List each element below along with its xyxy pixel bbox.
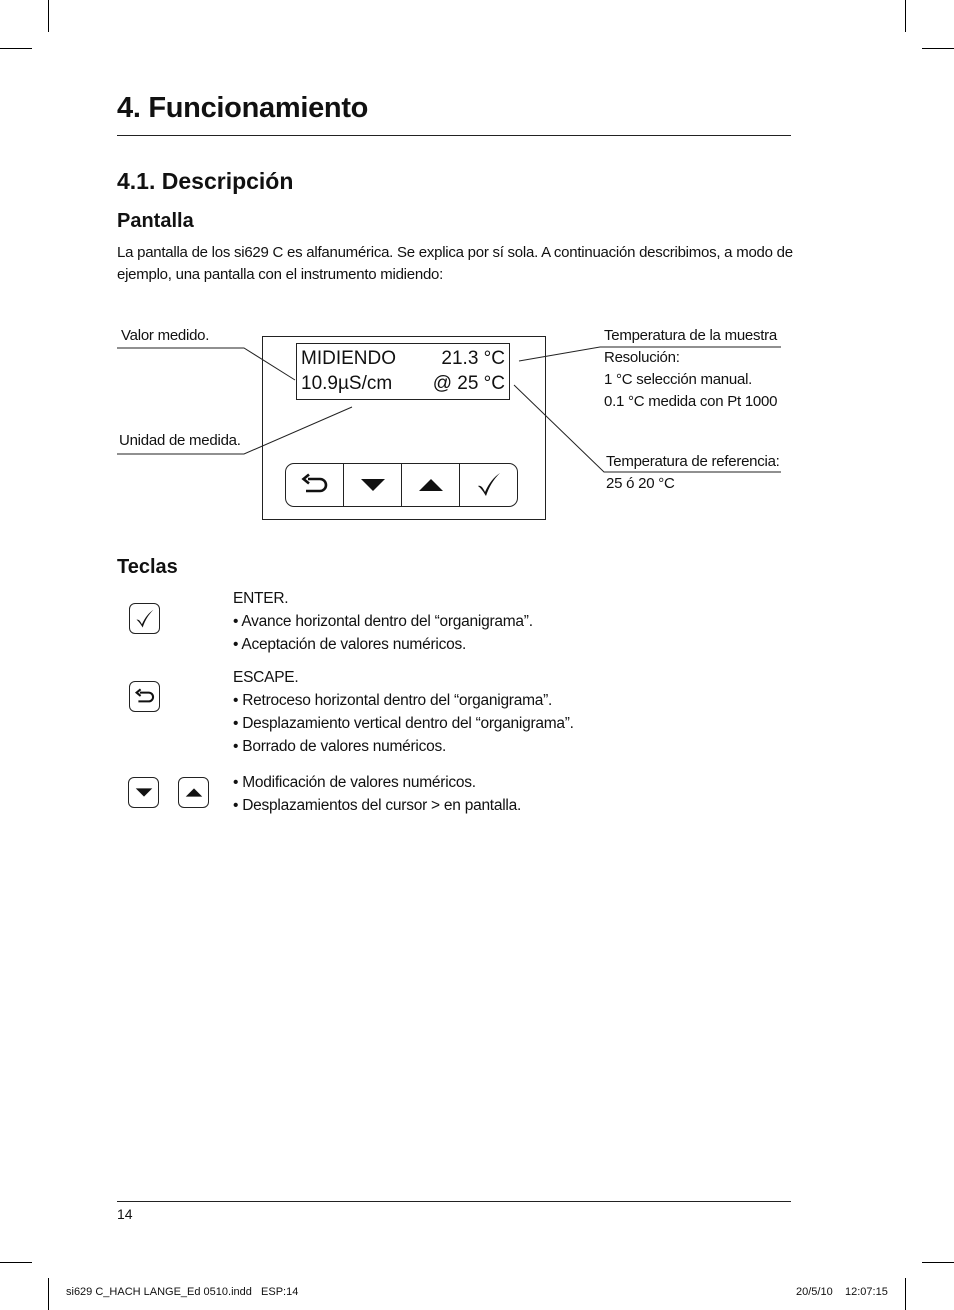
enter-description	[233, 587, 533, 656]
footer-time: 12:07:15	[845, 1286, 888, 1298]
section-title: 4.1. Descripción	[117, 168, 294, 194]
callout-sample-temp-line: 0.1 °C medida con Pt 1000	[604, 393, 778, 410]
down-key-icon-box	[128, 777, 159, 808]
enter-key-icon-box	[129, 603, 160, 634]
callout-ref-temp	[606, 451, 780, 495]
callout-ref-temp-line: Temperatura de referencia:	[606, 453, 780, 470]
lcd-line-1-left: MIDIENDO	[301, 348, 396, 369]
chapter-title: 4. Funcionamiento	[117, 92, 369, 124]
crop-mark	[48, 1278, 49, 1310]
triangle-down-icon	[135, 787, 153, 798]
escape-key-icon-box	[129, 681, 160, 712]
arrows-line: • Desplazamientos del cursor > en pantalla.	[233, 797, 522, 814]
footer-rule	[117, 1201, 791, 1202]
return-arrow-icon	[134, 688, 156, 706]
teclas-heading: Teclas	[117, 556, 178, 578]
pantalla-heading: Pantalla	[117, 210, 194, 232]
arrows-line: • Modificación de valores numéricos.	[233, 774, 476, 791]
escape-line: ESCAPE.	[233, 669, 299, 686]
up-key-icon-box	[178, 777, 209, 808]
callout-lines	[0, 0, 954, 560]
footer-file: si629 C_HACH LANGE_Ed 0510.indd ESP:14	[66, 1286, 299, 1298]
callout-sample-temp-line: Resolución:	[604, 349, 680, 366]
footer-date: 20/5/10	[796, 1286, 833, 1298]
callout-measured-value: Valor medido.	[121, 327, 210, 344]
callout-unit: Unidad de medida.	[119, 432, 241, 449]
escape-line: • Desplazamiento vertical dentro del “organigrama”.	[233, 715, 574, 732]
callout-sample-temp-line: 1 °C selección manual.	[604, 371, 753, 388]
pantalla-intro: La pantalla de los si629 C es alfanumérica. Se explica por sí sola. A continuación describimos, a modo de ejemplo, una pantalla con el instrumento midiendo:	[117, 244, 793, 283]
escape-line: • Borrado de valores numéricos.	[233, 738, 447, 755]
enter-line: • Avance horizontal dentro del “organigrama”.	[233, 613, 533, 630]
page-number: 14	[117, 1206, 133, 1222]
callout-ref-temp-line: 25 ó 20 °C	[606, 475, 675, 492]
lcd-line-2-right: @ 25 °C	[432, 373, 505, 394]
callout-sample-temp-line: Temperatura de la muestra	[604, 327, 778, 344]
checkmark-icon	[135, 609, 155, 629]
crop-mark	[922, 1262, 954, 1263]
enter-line: ENTER.	[233, 590, 289, 607]
crop-mark	[905, 1278, 906, 1310]
lcd-line-2-left: 10.9µS/cm	[301, 373, 393, 394]
lcd-line-1-right: 21.3 °C	[441, 348, 505, 369]
enter-line: • Aceptación de valores numéricos.	[233, 636, 466, 653]
arrows-description	[233, 771, 521, 817]
escape-line: • Retroceso horizontal dentro del “organigrama”.	[233, 692, 553, 709]
triangle-up-icon	[185, 787, 203, 798]
callout-sample-temp	[604, 325, 777, 413]
escape-description	[233, 666, 574, 758]
crop-mark	[0, 1262, 32, 1263]
